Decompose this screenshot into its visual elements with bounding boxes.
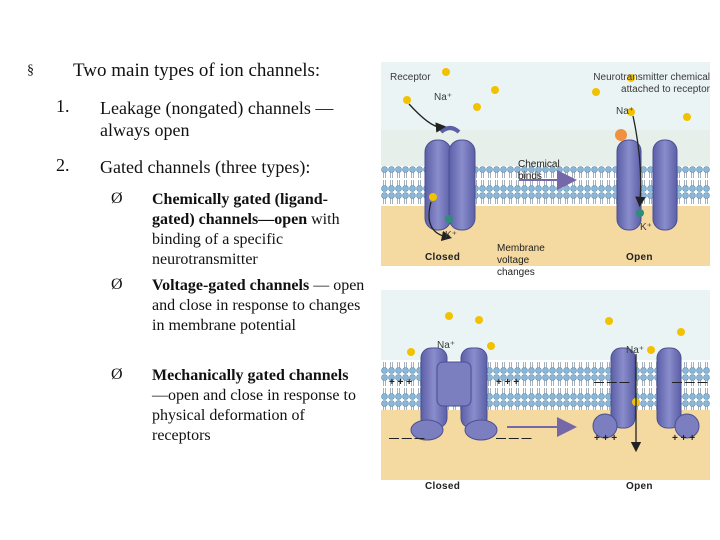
label-plus-left-top: + + +: [389, 377, 413, 388]
slide-heading: Two main types of ion channels:: [73, 60, 321, 81]
label-minus-mid-bottom: — — —: [496, 433, 532, 444]
label-minus-right-top: — — —: [594, 377, 630, 388]
subitem-2-bold: Voltage-gated channels: [152, 277, 310, 294]
label-na-bottom-left: Na⁺: [437, 340, 456, 351]
item-number-1: 1.: [56, 96, 70, 116]
label-closed-top: Closed: [425, 252, 461, 263]
neurotransmitter-molecule: [615, 129, 627, 141]
subitem-3-bold: Mechanically gated channels: [152, 367, 349, 384]
label-membrane-voltage-changes: Membrane voltage changes: [497, 243, 545, 278]
label-closed-bottom: Closed: [425, 481, 461, 492]
label-minus-right-top-2: — — —: [672, 377, 708, 388]
label-plus-right-bottom-2: + + +: [672, 433, 696, 444]
subitem-2-rest: — open and close in response to changes in membrane potential: [152, 277, 365, 334]
item-number-2: 2.: [56, 155, 70, 175]
subitem-2: [152, 276, 367, 336]
label-open-bottom: Open: [626, 481, 653, 492]
voltage-gating-panel: [381, 290, 710, 480]
label-na-top-right: Na⁺: [616, 106, 635, 117]
subitem-1-bold: Chemically gated (ligand-gated) channels—open: [152, 191, 328, 228]
ion-channel-figure: [381, 62, 710, 500]
subitem-marker-2: Ø: [111, 276, 123, 293]
subitem-marker-3: Ø: [111, 366, 123, 383]
item-text-2: Gated channels (three types):: [100, 157, 311, 177]
label-chemical-binds: Chemical binds: [518, 159, 560, 182]
label-receptor: Receptor: [390, 72, 431, 83]
label-na-bottom-right: Na⁺: [626, 345, 645, 356]
label-open-top: Open: [626, 252, 653, 263]
label-k-top-right: K⁺: [640, 222, 652, 233]
subitem-marker-1: Ø: [111, 190, 123, 207]
label-nt-attached: Neurotransmitter chemical attached to receptor: [593, 72, 710, 95]
subitem-1-rest: with binding of a specific neurotransmitter: [152, 211, 340, 268]
label-k-top-left: K⁺: [445, 230, 457, 241]
item-text-1: Leakage (nongated) channels — always open: [100, 98, 334, 140]
label-plus-mid-top: + + +: [496, 377, 520, 388]
subitem-3: [152, 366, 367, 446]
label-minus-left-bottom: — — —: [389, 433, 425, 444]
subitem-3-rest: —open and close in response to physical deformation of receptors: [152, 387, 356, 444]
bullet-marker: §: [27, 63, 34, 78]
label-na-top-left: Na⁺: [434, 92, 453, 103]
label-plus-right-bottom: + + +: [594, 433, 618, 444]
subitem-1: [152, 190, 367, 270]
